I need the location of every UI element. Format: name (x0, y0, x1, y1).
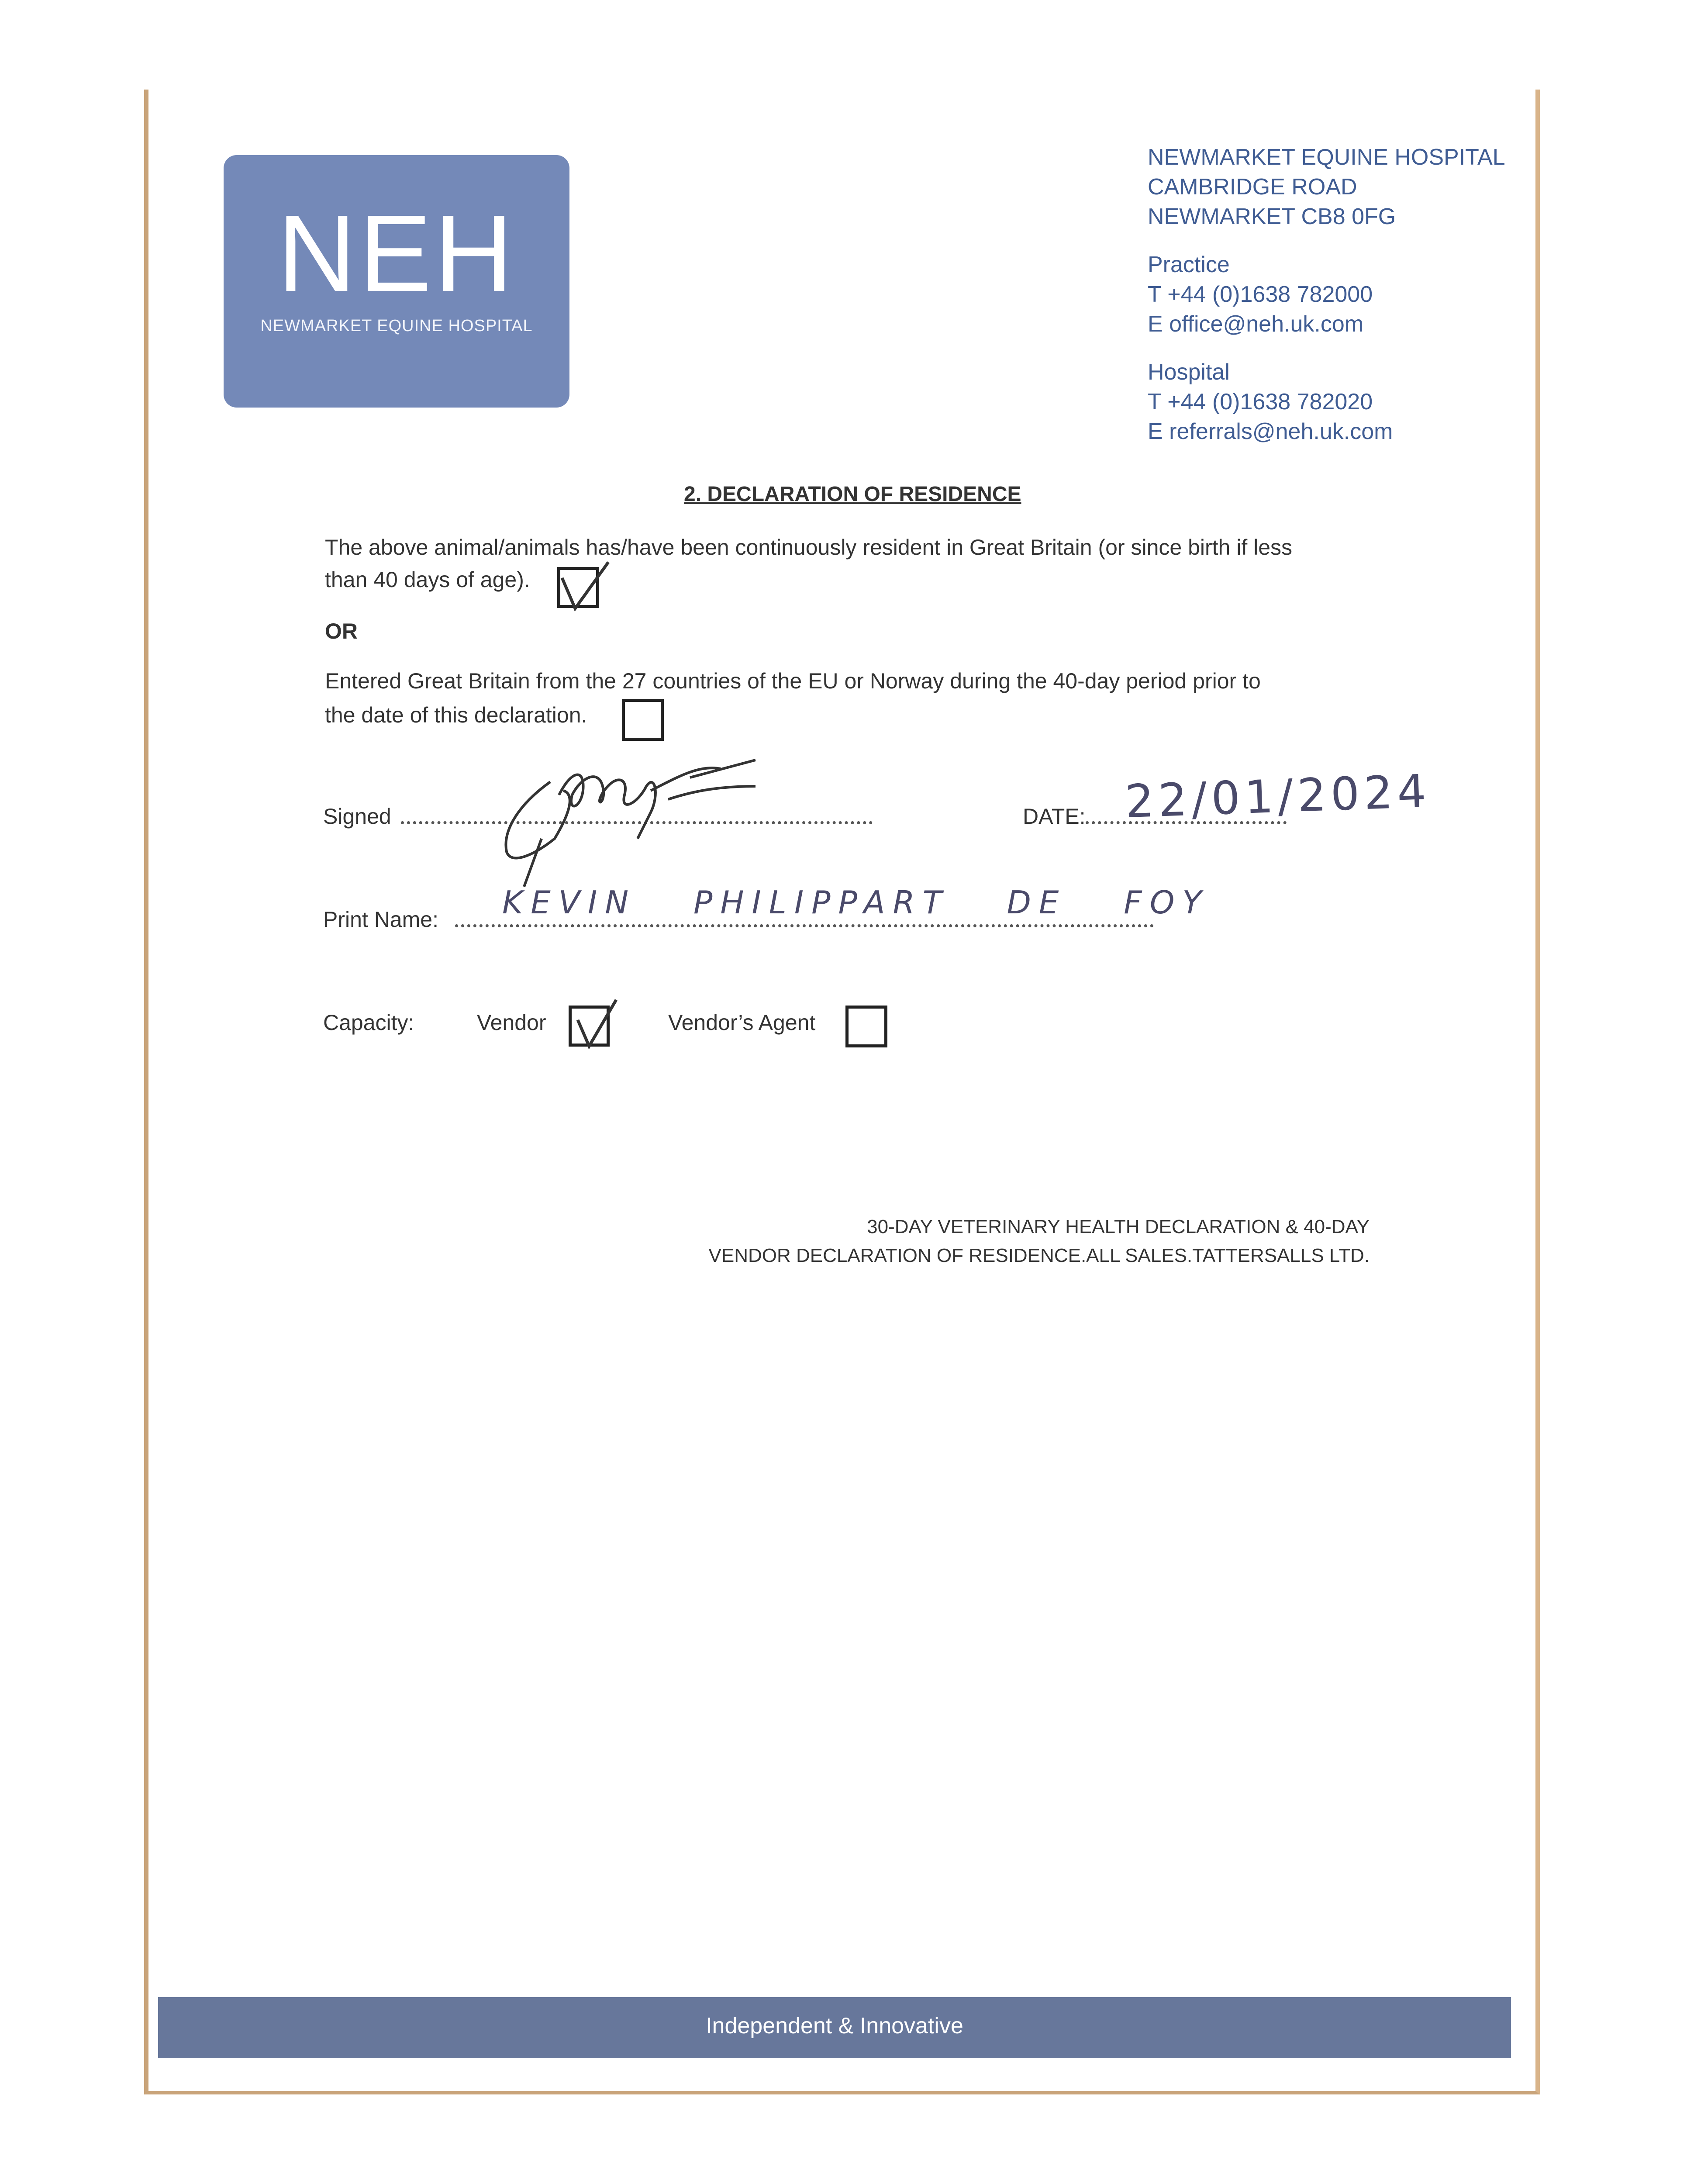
practice-phone: T +44 (0)1638 782000 (1148, 282, 1373, 307)
hospital-phone: T +44 (0)1638 782020 (1148, 389, 1373, 415)
signed-label: Signed (323, 804, 391, 829)
address-line-3: NEWMARKET CB8 0FG (1148, 204, 1396, 229)
option1-checkbox[interactable] (557, 567, 599, 608)
hospital-email: E referrals@neh.uk.com (1148, 419, 1393, 444)
footer-tagline: Independent & Innovative (706, 2013, 963, 2039)
practice-contact (1148, 250, 1373, 339)
option2-text-line2: the date of this declaration. (325, 703, 587, 727)
check-mark-icon (556, 553, 617, 614)
logo-mark: NEH (277, 192, 516, 314)
check-mark-icon (567, 989, 628, 1051)
vendor-agent-label: Vendor’s Agent (668, 1010, 816, 1035)
logo-subtitle: NEWMARKET EQUINE HOSPITAL (260, 317, 533, 335)
address-block (1148, 142, 1505, 232)
form-title (524, 1213, 1370, 1270)
practice-email: E office@neh.uk.com (1148, 311, 1364, 337)
option2-text-line1: Entered Great Britain from the 27 countries of the EU or Norway during the 40-day period prior to (325, 669, 1261, 693)
or-label: OR (325, 619, 358, 643)
hospital-contact (1148, 357, 1393, 446)
practice-label: Practice (1148, 252, 1230, 277)
capacity-label: Capacity: (323, 1010, 414, 1035)
print-name-value: KEVIN PHILIPPART DE FOY (502, 884, 1210, 921)
neh-logo (224, 155, 569, 408)
date-label: DATE: (1023, 804, 1086, 829)
address-line-2: CAMBRIDGE ROAD (1148, 174, 1357, 200)
option1-text-line2: than 40 days of age). (325, 567, 530, 592)
address-line-1: NEWMARKET EQUINE HOSPITAL (1148, 145, 1505, 170)
section-heading: 2. DECLARATION OF RESIDENCE (684, 483, 1021, 506)
hospital-label: Hospital (1148, 359, 1230, 385)
vendor-agent-checkbox[interactable] (845, 1006, 887, 1047)
form-title-line1: 30-DAY VETERINARY HEALTH DECLARATION & 40-DAY (867, 1216, 1370, 1237)
option2-checkbox[interactable] (622, 699, 664, 741)
vendor-checkbox[interactable] (569, 1006, 610, 1047)
option1-text-line1: The above animal/animals has/have been continuously resident in Great Britain (or since birth if less (325, 535, 1293, 560)
print-name-label: Print Name: (323, 907, 438, 932)
signature-image (493, 751, 834, 891)
footer-bar (158, 1997, 1511, 2058)
form-title-line2: VENDOR DECLARATION OF RESIDENCE.ALL SALES.TATTERSALLS LTD. (708, 1245, 1370, 1266)
date-value: 22/01/2024 (1124, 764, 1432, 829)
vendor-label: Vendor (477, 1010, 546, 1035)
print-name-line (455, 924, 1154, 927)
